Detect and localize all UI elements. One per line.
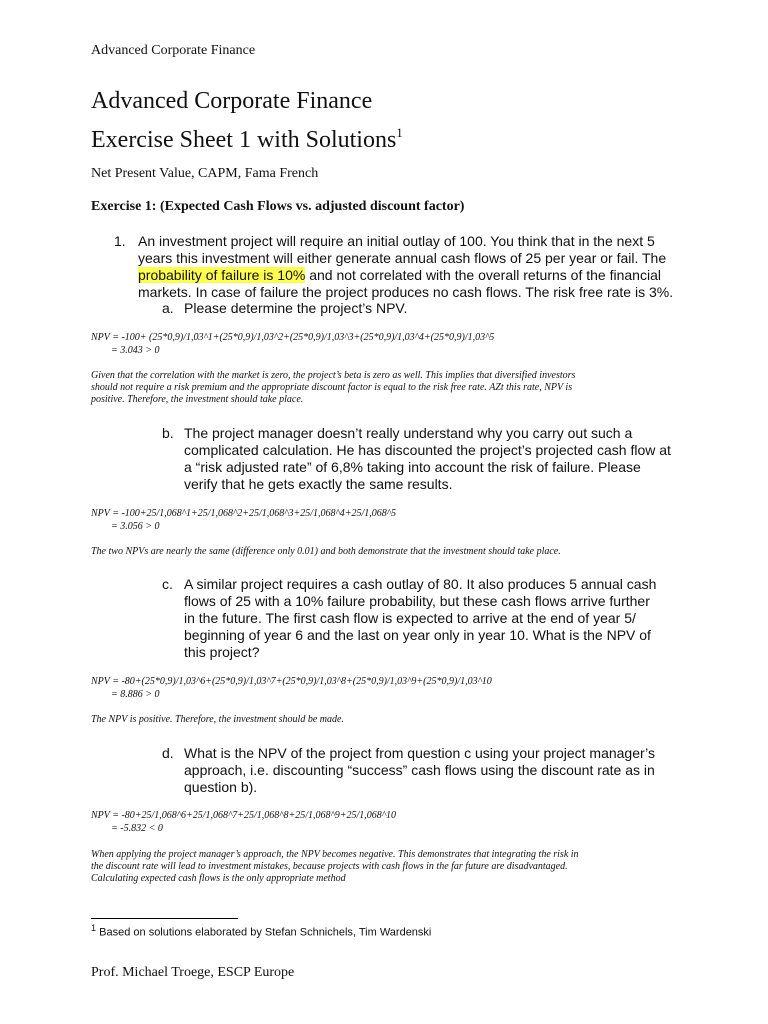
running-header: Advanced Corporate Finance <box>91 43 256 58</box>
part-d-calculation: NPV = -80+25/1,068^6+25/1,068^7+25/1,068^8+25/1,068^9+25/1,068^10 <box>91 810 397 821</box>
part-d-explanation <box>91 849 651 885</box>
title-line-2-text: Exercise Sheet 1 with Solutions <box>91 127 397 153</box>
document-subtitle: Net Present Value, CAPM, Fama French <box>91 166 319 181</box>
part-d-explanation-line-3: Calculating expected cash flows is the only appropriate method <box>91 873 346 884</box>
question-1-line-3 <box>138 267 678 284</box>
question-1-line-1: An investment project will require an initial outlay of 100. You think that in the next 5 <box>138 233 655 249</box>
highlighted-text: probability of failure is 10% <box>138 267 306 283</box>
part-a-explanation-line-2: should not require a risk premium and the appropriate discount factor is equal to the risk free rate. AZt this rate, NPV is <box>91 382 573 393</box>
part-b-question <box>184 425 724 493</box>
question-1-text <box>138 233 678 301</box>
running-footer: Prof. Michael Troege, ESCP Europe <box>91 965 295 980</box>
part-d-result: = -5.832 < 0 <box>111 823 163 834</box>
part-d-line-2: approach, i.e. discounting “success” cash flows using the discount rate as in <box>184 762 655 778</box>
part-b-line-3: a “risk adjusted rate” of 6,8% taking into account the risk of failure. Please <box>184 459 641 475</box>
part-c-line-4: beginning of year 6 and the last on year only in year 10. What is the NPV of <box>184 627 651 643</box>
footnote <box>91 923 431 939</box>
part-c-calculation: NPV = -80+(25*0,9)/1,03^6+(25*0,9)/1,03^7+(25*0,9)/1,03^8+(25*0,9)/1,03^9+(25*0,9)/1,03^10 <box>91 676 492 687</box>
part-a-explanation-line-1: Given that the correlation with the market is zero, the project’s beta is zero as well. This implies that diversified investors <box>91 370 576 381</box>
part-b-calculation: NPV = -100+25/1,068^1+25/1,068^2+25/1,068^3+25/1,068^4+25/1,068^5 <box>91 508 397 519</box>
part-b-line-4: verify that he gets exactly the same results. <box>184 476 453 492</box>
exercise-heading: Exercise 1: (Expected Cash Flows vs. adjusted discount factor) <box>91 199 465 214</box>
part-a-result: = 3.043 > 0 <box>111 345 160 356</box>
document-title <box>91 86 403 156</box>
part-d-line-1: What is the NPV of the project from question c using your project manager’s <box>184 745 656 761</box>
title-footnote-marker: 1 <box>396 125 403 140</box>
part-c-line-2: flows of 25 with a 10% failure probability, but these cash flows arrive further <box>184 593 650 609</box>
footnote-text: Based on solutions elaborated by Stefan Schnichels, Tim Wardenski <box>96 926 432 939</box>
part-b-explanation: The two NPVs are nearly the same (difference only 0.01) and both demonstrate that the investment should take place. <box>91 546 561 557</box>
question-1-line-4: markets. In case of failure the project produces no cash flows. The risk free rate is 3%. <box>138 284 674 300</box>
question-1-line-2: years this investment will either generate annual cash flows of 25 per year or fail. The <box>138 250 667 266</box>
part-c-explanation: The NPV is positive. Therefore, the investment should be made. <box>91 714 344 725</box>
question-number: 1. <box>114 233 126 249</box>
part-c-line-5: this project? <box>184 644 260 660</box>
part-a-explanation-line-3: positive. Therefore, the investment should take place. <box>91 394 304 405</box>
part-a-question: Please determine the project’s NPV. <box>184 300 408 316</box>
part-d-explanation-line-1: When applying the project manager’s approach, the NPV becomes negative. This demonstrates that integrating the risk in <box>91 849 579 860</box>
part-c-letter: c. <box>162 576 173 592</box>
part-b-line-2: complicated calculation. He has discounted the project’s projected cash flow at <box>184 442 671 458</box>
part-c-result: = 8.886 > 0 <box>111 689 160 700</box>
part-b-line-1: The project manager doesn’t really understand why you carry out such a <box>184 425 633 441</box>
part-b-result: = 3.056 > 0 <box>111 521 160 532</box>
part-c-line-1: A similar project requires a cash outlay of 80. It also produces 5 annual cash <box>184 576 657 592</box>
title-line-1: Advanced Corporate Finance <box>91 88 373 114</box>
footnote-separator <box>91 918 238 919</box>
part-d-letter: d. <box>162 745 174 761</box>
part-a-calculation: NPV = -100+ (25*0,9)/1,03^1+(25*0,9)/1,03^2+(25*0,9)/1,03^3+(25*0,9)/1,03^4+(25*0,9)/1,03^5 <box>91 332 495 343</box>
part-a-explanation <box>91 370 651 406</box>
part-d-line-3: question b). <box>184 779 258 795</box>
question-1-line-3-rest: and not correlated with the overall returns of the financial <box>305 267 661 283</box>
part-c-line-3: in the future. The first cash flow is expected to arrive at the end of year 5/ <box>184 610 636 626</box>
part-d-explanation-line-2: the discount rate will lead to investment mistakes, because projects with cash flows in the far future are disadvantaged. <box>91 861 568 872</box>
title-line-2 <box>91 117 403 156</box>
footnote-marker: 1 <box>91 923 97 933</box>
part-a-letter: a. <box>162 300 174 316</box>
part-b-letter: b. <box>162 425 174 441</box>
part-c-question <box>184 576 724 661</box>
part-d-question <box>184 745 724 796</box>
